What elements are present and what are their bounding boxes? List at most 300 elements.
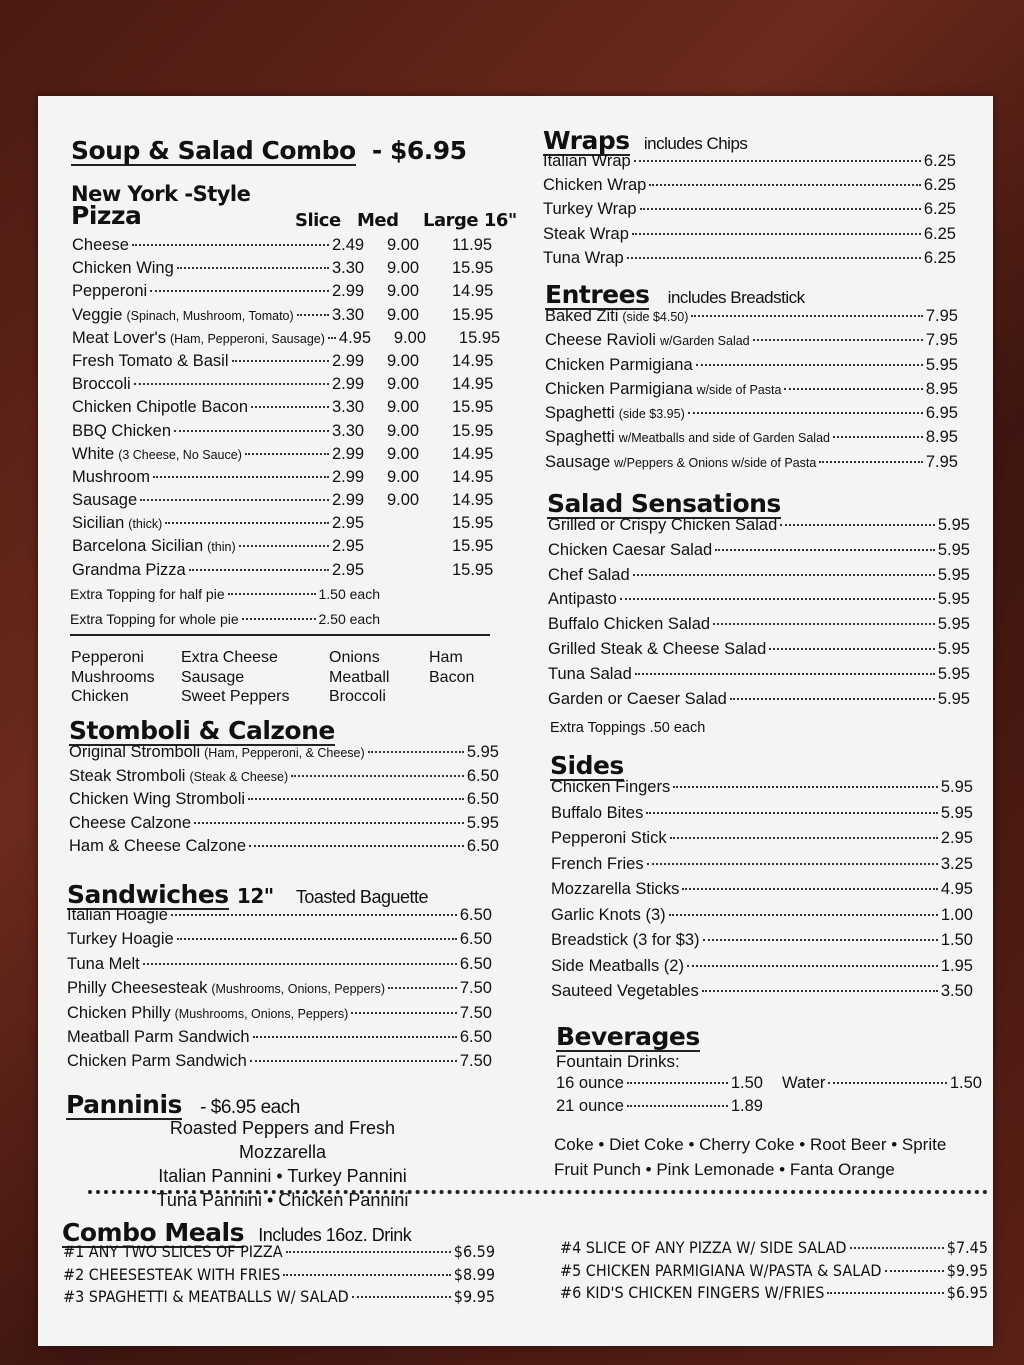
price-med: 9.00 <box>387 375 420 394</box>
wraps-subtitle: includes Chips <box>643 134 748 153</box>
panninis-title: Panninis <box>66 1090 182 1119</box>
soup-salad-combo <box>71 136 467 166</box>
price-slice: 2.95 <box>332 514 365 533</box>
pizza-white <box>72 445 497 468</box>
item-note: w/Garden Salad <box>659 334 750 349</box>
item-price: 8.95 <box>925 379 958 398</box>
panninis-lines <box>125 1116 440 1212</box>
salad-chicken-caesar-salad-1 <box>548 541 970 566</box>
leader-dots <box>251 406 329 408</box>
leader-dots <box>646 812 938 814</box>
leader-dots <box>194 822 464 824</box>
leader-dots <box>819 461 923 463</box>
leader-dots <box>627 257 921 259</box>
price-slice: 2.99 <box>332 375 365 394</box>
sandwiches-subtitle: Toasted Baguette <box>295 887 428 907</box>
item-price: 5.95 <box>937 516 970 534</box>
price-large: 15.95 <box>452 514 494 533</box>
item-note: (side $3.95) <box>618 407 685 422</box>
pizza-chicken-chipotle-bacon <box>72 398 497 421</box>
stromboli-original-stromboli-0 <box>69 743 499 767</box>
item-price: 4.95 <box>940 880 973 898</box>
entree-spaghetti-4 <box>545 404 958 428</box>
leader-dots <box>885 1270 944 1272</box>
item-note: (Steak & Cheese) <box>189 769 289 784</box>
price-large: 14.95 <box>452 351 494 370</box>
price-med: 9.00 <box>387 444 420 463</box>
item-name: Spaghetti <box>545 404 615 423</box>
leader-dots <box>703 939 938 941</box>
sandwich-list <box>67 906 492 1077</box>
item-price: 3.25 <box>940 854 973 873</box>
leader-dots <box>769 648 935 650</box>
item-name: Sauteed Vegetables <box>551 982 699 1000</box>
item-price: 6.95 <box>925 404 958 423</box>
combo-2-cheesesteak-with-fries-1 <box>63 1265 495 1288</box>
pizza-name: Barcelona Sicilian <box>72 537 204 556</box>
item-price: 6.50 <box>459 930 492 949</box>
item-price: 1.50 <box>940 931 973 949</box>
leader-dots <box>177 938 457 940</box>
pizza-name: BBQ Chicken <box>72 421 172 440</box>
beverage-16oz: 16 ounce 1.50 <box>556 1074 763 1092</box>
entrees-title: Entrees <box>545 280 650 309</box>
soup-salad-title: Soup & Salad Combo <box>71 136 356 165</box>
leader-dots <box>134 383 329 385</box>
combo-6-kid-s-chicken-fingers-w-fries-2 <box>560 1283 988 1306</box>
entree-chicken-parmigiana-3 <box>545 380 958 404</box>
entree-chicken-parmigiana-2 <box>545 356 958 380</box>
price-large: 15.95 <box>452 305 494 324</box>
item-price: $9.95 <box>453 1287 495 1306</box>
entree-baked-ziti-0 <box>545 307 958 331</box>
salads-extra: Extra Toppings .50 each <box>550 720 706 736</box>
item-price: 5.95 <box>937 565 970 584</box>
side-pepperoni-stick-2 <box>551 829 973 855</box>
leader-dots <box>165 522 329 524</box>
wrap-steak-wrap-3 <box>543 225 956 249</box>
combo-left-list <box>63 1242 495 1310</box>
leader-dots <box>850 1247 944 1249</box>
item-price: 7.50 <box>459 979 492 998</box>
leader-dots <box>297 314 329 316</box>
price-large: 11.95 <box>452 236 493 254</box>
item-price: 5.95 <box>466 743 499 761</box>
pizza-note: (thin) <box>207 540 236 555</box>
sandwich-chicken-philly-4 <box>67 1004 492 1028</box>
leader-dots <box>150 290 329 292</box>
item-price: 7.95 <box>925 452 958 471</box>
item-price: 5.95 <box>937 664 970 683</box>
price-slice: 2.95 <box>332 560 365 579</box>
sandwich-chicken-parm-sandwich-6 <box>67 1052 492 1076</box>
price-large: 14.95 <box>452 444 494 463</box>
extra-half: Extra Topping for half pie 1.50 each <box>70 586 380 602</box>
leader-dots <box>715 549 935 551</box>
leader-dots <box>632 233 921 235</box>
price-slice: 3.30 <box>332 421 365 440</box>
price-slice: 3.30 <box>332 398 365 417</box>
item-name: Italian Hoagie <box>67 906 168 924</box>
leader-dots <box>388 987 457 989</box>
price-med: 9.00 <box>387 398 420 417</box>
pizza-pepperoni <box>72 282 497 305</box>
sandwich-italian-hoagie-0 <box>67 906 492 930</box>
item-name: Buffalo Chicken Salad <box>548 615 711 634</box>
item-price: 5.95 <box>937 615 970 634</box>
item-name: Baked Ziti <box>545 307 619 325</box>
item-price: 6.50 <box>466 837 499 856</box>
price-med: 9.00 <box>387 282 420 301</box>
leader-dots <box>140 499 329 501</box>
item-name: Italian Wrap <box>543 152 631 170</box>
salad-grilled-or-crispy-chicken-salad-0 <box>548 516 970 541</box>
salad-garden-or-caeser-salad-7 <box>548 690 970 715</box>
pizza-note: (Ham, Pepperoni, Sausage) <box>169 331 325 346</box>
side-mozzarella-sticks-4 <box>551 880 973 906</box>
pizza-name: Sicilian <box>72 514 125 533</box>
leader-dots <box>673 786 938 788</box>
wrap-tuna-wrap-4 <box>543 249 956 273</box>
sides-title: Sides <box>550 751 624 780</box>
leader-dots <box>688 412 923 414</box>
topping-broccoli: Broccoli <box>329 688 386 705</box>
item-name: #4 SLICE OF ANY PIZZA W/ SIDE SALAD <box>560 1238 847 1257</box>
sandwiches-size: 12" <box>236 884 274 908</box>
combo-title: Combo Meals <box>62 1218 244 1247</box>
item-price: $6.59 <box>453 1242 495 1261</box>
entree-spaghetti-5 <box>545 428 958 452</box>
pizza-name: Meat Lover's <box>72 328 166 347</box>
stromboli-title: Stomboli & Calzone <box>69 716 335 745</box>
item-price: 7.50 <box>459 1003 492 1022</box>
beverage-sizes <box>556 1074 763 1120</box>
pizza-list <box>72 236 501 584</box>
item-note: (side $4.50) <box>622 310 689 324</box>
side-breadstick-3-for-3-6 <box>551 931 973 957</box>
price-med: 9.00 <box>393 328 427 347</box>
flavors-line-2: Fruit Punch • Pink Lemonade • Fanta Orange <box>554 1160 895 1179</box>
topping-meatball: Meatball <box>329 668 390 686</box>
leader-dots <box>328 337 336 339</box>
sandwich-turkey-hoagie-1 <box>67 930 492 954</box>
item-price: 1.00 <box>940 905 973 924</box>
price-slice: 2.49 <box>332 236 365 254</box>
combo-subtitle: Includes 16oz. Drink <box>258 1225 412 1245</box>
toppings-divider <box>70 634 490 636</box>
item-price: $9.95 <box>946 1260 988 1280</box>
item-name: Mozzarella Sticks <box>551 880 680 898</box>
side-french-fries-3 <box>551 855 973 881</box>
item-name: #3 SPAGHETTI & MEATBALLS W/ SALAD <box>63 1287 349 1306</box>
salad-buffalo-chicken-salad-4 <box>548 615 970 640</box>
item-note: (Mushrooms, Onions, Peppers) <box>211 982 386 997</box>
wraps-list <box>543 152 956 273</box>
item-name: Cheese Ravioli <box>545 331 656 350</box>
pizza-name: Chicken Chipotle Bacon <box>72 398 249 417</box>
price-slice: 2.99 <box>332 467 365 486</box>
combo-divider <box>88 1190 988 1194</box>
topping-extra-cheese: Extra Cheese <box>181 649 278 666</box>
price-slice: 3.30 <box>332 305 365 324</box>
pizza-cheese <box>72 236 497 259</box>
side-garlic-knots-3-5 <box>551 906 973 932</box>
pizza-name: Grandma Pizza <box>72 560 186 579</box>
sides-list <box>551 778 973 1008</box>
topping-pepperoni: Pepperoni <box>71 649 144 666</box>
leader-dots <box>174 430 329 432</box>
pizza-mushroom <box>72 468 497 491</box>
leader-dots <box>352 1296 451 1298</box>
pizza-column-headers <box>295 210 517 231</box>
col-slice: Slice <box>295 210 341 231</box>
item-price: 2.95 <box>940 829 973 847</box>
menu-page <box>38 96 993 1346</box>
toppings-column-3 <box>429 648 489 707</box>
leader-dots <box>249 845 464 847</box>
pizza-title-line1: New York -Style <box>71 182 251 206</box>
leader-dots <box>753 339 923 341</box>
item-note: w/Peppers & Onions w/side of Pasta <box>614 455 817 470</box>
side-side-meatballs-2-7 <box>551 957 973 983</box>
item-price: 6.25 <box>923 200 956 219</box>
item-price: 6.50 <box>459 906 492 924</box>
item-price: 5.95 <box>937 639 970 658</box>
item-price: 6.25 <box>923 176 956 195</box>
sandwich-meatball-parm-sandwich-5 <box>67 1028 492 1052</box>
topping-sweet-peppers: Sweet Peppers <box>181 688 290 705</box>
pizza-bbq-chicken <box>72 422 497 445</box>
pizza-name: Chicken Wing <box>72 259 174 278</box>
pizza-name: Broccoli <box>72 375 131 394</box>
item-name: Garlic Knots (3) <box>551 905 666 924</box>
topping-chicken: Chicken <box>71 688 129 705</box>
sandwich-tuna-melt-2 <box>67 955 492 979</box>
price-med: 9.00 <box>387 491 420 510</box>
item-name: #5 CHICKEN PARMIGIANA W/PASTA & SALAD <box>560 1260 882 1280</box>
topping-ham: Ham <box>429 649 463 666</box>
pizza-note: (Spinach, Mushroom, Tomato) <box>126 308 294 323</box>
topping-sausage: Sausage <box>181 668 245 686</box>
pizza-note: (3 Cheese, No Sauce) <box>118 447 242 462</box>
entrees-subtitle: includes Breadstick <box>667 288 805 307</box>
stromboli-cheese-calzone-3 <box>69 814 499 838</box>
price-large: 15.95 <box>452 560 494 579</box>
leader-dots <box>634 160 921 162</box>
leader-dots <box>633 574 935 576</box>
item-price: 5.95 <box>925 355 958 374</box>
item-name: #6 KID'S CHICKEN FINGERS W/FRIES <box>560 1283 825 1302</box>
item-price: 6.50 <box>459 954 492 973</box>
price-med: 9.00 <box>387 421 420 440</box>
pizza-barcelona-sicilian <box>72 537 497 560</box>
item-name: #2 CHEESESTEAK WITH FRIES <box>63 1264 281 1284</box>
item-price: 6.25 <box>923 224 956 243</box>
combo-4-slice-of-any-pizza-w-side-salad-0 <box>560 1238 988 1261</box>
item-price: 5.95 <box>940 803 973 822</box>
leader-dots <box>189 569 329 571</box>
salad-grilled-steak-cheese-salad-5 <box>548 640 970 665</box>
pizza-name: White <box>72 444 115 463</box>
stromboli-ham-cheese-calzone-4 <box>69 837 499 861</box>
pizza-note: (thick) <box>128 517 163 532</box>
leader-dots <box>730 698 935 700</box>
salads-title: Salad Sensations <box>547 489 781 518</box>
pizza-fresh-tomato-basil <box>72 352 497 375</box>
item-price: 3.50 <box>940 982 973 1000</box>
price-large: 14.95 <box>452 282 494 301</box>
item-name: Spaghetti <box>545 428 615 447</box>
wraps-title: Wraps <box>543 126 630 155</box>
item-name: Sausage <box>545 452 611 471</box>
combo-1-any-two-slices-of-pizza-0 <box>63 1242 495 1265</box>
sandwiches-title: Sandwiches <box>67 880 229 909</box>
leader-dots <box>687 965 938 967</box>
item-note: (Mushrooms, Onions, Peppers) <box>174 1006 349 1021</box>
price-slice: 2.99 <box>332 351 365 370</box>
item-name: Turkey Hoagie <box>67 930 174 949</box>
price-slice: 2.99 <box>332 282 365 301</box>
item-name: Chef Salad <box>548 565 630 584</box>
leader-dots <box>291 775 464 777</box>
topping-mushrooms: Mushrooms <box>71 668 155 686</box>
item-name: Chicken Parmigiana <box>545 355 693 374</box>
item-name: Chicken Caesar Salad <box>548 540 713 559</box>
wrap-italian-wrap-0 <box>543 152 956 176</box>
item-name: Chicken Fingers <box>551 778 671 796</box>
price-med: 9.00 <box>387 236 420 254</box>
price-slice: 3.30 <box>332 259 365 278</box>
item-note: w/side of Pasta <box>696 382 782 397</box>
item-name: Buffalo Bites <box>551 803 644 822</box>
item-price: 1.95 <box>940 956 973 975</box>
leader-dots <box>833 436 923 438</box>
topping-onions: Onions <box>329 649 380 666</box>
panninis-price: - $6.95 each <box>200 1097 300 1118</box>
item-price: 7.95 <box>925 307 958 325</box>
item-name: Chicken Parm Sandwich <box>67 1052 247 1071</box>
item-name: Original Stromboli <box>69 743 201 761</box>
leader-dots <box>784 388 922 390</box>
beverage-flavors <box>554 1132 946 1182</box>
item-price: 5.95 <box>937 540 970 559</box>
stromboli-chicken-wing-stromboli-2 <box>69 790 499 814</box>
leader-dots <box>669 914 938 916</box>
pizza-sicilian <box>72 514 497 537</box>
pannini-line-2: Italian Pannini • Turkey Pannini <box>158 1166 407 1186</box>
salads-list <box>548 516 970 714</box>
beverages-title: Beverages <box>556 1022 700 1051</box>
combo-right-list <box>560 1238 988 1306</box>
leader-dots <box>368 751 464 753</box>
leader-dots <box>691 315 922 317</box>
item-name: Pepperoni Stick <box>551 829 667 847</box>
price-large: 14.95 <box>452 491 494 510</box>
wrap-turkey-wrap-2 <box>543 200 956 224</box>
leader-dots <box>232 360 329 362</box>
leader-dots <box>245 453 329 455</box>
side-chicken-fingers-0 <box>551 778 973 804</box>
leader-dots <box>713 623 935 625</box>
item-price: 7.95 <box>925 331 958 350</box>
item-note: (Ham, Pepperoni, & Cheese) <box>204 746 365 760</box>
stromboli-steak-stromboli-1 <box>69 767 499 791</box>
item-name: French Fries <box>551 854 644 873</box>
item-name: Chicken Wing Stromboli <box>69 790 246 809</box>
item-name: Steak Stromboli <box>69 766 186 785</box>
leader-dots <box>253 1036 457 1038</box>
item-name: Chicken Philly <box>67 1003 171 1022</box>
salad-antipasto-3 <box>548 590 970 615</box>
price-slice: 4.95 <box>338 328 372 347</box>
pizza-grandma-pizza <box>72 561 497 584</box>
price-med: 9.00 <box>387 467 420 486</box>
price-large: 15.95 <box>458 328 501 347</box>
pannini-line-1: Roasted Peppers and Fresh Mozzarella <box>169 1118 396 1162</box>
pizza-name: Veggie <box>72 305 123 324</box>
leader-dots <box>620 598 935 600</box>
pizza-broccoli <box>72 375 497 398</box>
toppings-column-1 <box>181 648 329 707</box>
extra-whole: Extra Topping for whole pie 2.50 each <box>70 611 380 628</box>
beverage-water: Water 1.50 <box>782 1074 982 1092</box>
leader-dots <box>780 524 935 526</box>
item-name: #1 ANY TWO SLICES OF PIZZA <box>63 1242 283 1261</box>
toppings-column-0 <box>71 648 181 707</box>
leader-dots <box>635 673 935 675</box>
leader-dots <box>283 1274 450 1276</box>
item-price: $8.99 <box>453 1264 495 1284</box>
leader-dots <box>177 267 329 269</box>
item-name: Tuna Melt <box>67 954 140 973</box>
pannini-line-3: Tuna Pannini • Chicken Pannini <box>156 1190 409 1210</box>
price-med: 9.00 <box>387 259 420 278</box>
salad-tuna-salad-6 <box>548 665 970 690</box>
item-name: Chicken Parmigiana <box>545 379 693 398</box>
item-name: Ham & Cheese Calzone <box>69 837 247 856</box>
beverage-21oz: 21 ounce 1.89 <box>556 1097 763 1116</box>
leader-dots <box>640 208 921 210</box>
pizza-veggie <box>72 306 497 329</box>
price-slice: 2.95 <box>332 537 365 556</box>
pizza-chicken-wing <box>72 259 497 282</box>
leader-dots <box>286 1251 451 1253</box>
item-name: Chicken Wrap <box>543 176 647 195</box>
item-price: 6.25 <box>923 152 956 170</box>
price-large: 15.95 <box>452 537 494 556</box>
leader-dots <box>649 184 921 186</box>
leader-dots <box>682 888 938 890</box>
toppings-column-2 <box>329 648 429 707</box>
item-price: 6.50 <box>466 766 499 785</box>
item-price: 6.50 <box>459 1027 492 1046</box>
pizza-name: Cheese <box>72 236 129 254</box>
pizza-name: Fresh Tomato & Basil <box>72 351 229 370</box>
entrees-header <box>545 280 805 310</box>
col-large: Large 16" <box>423 210 517 231</box>
price-large: 15.95 <box>452 398 494 417</box>
item-name: Tuna Salad <box>548 664 632 683</box>
item-name: Antipasto <box>548 590 617 609</box>
price-slice: 2.99 <box>332 491 365 510</box>
sandwich-philly-cheesesteak-3 <box>67 979 492 1003</box>
stromboli-list <box>69 743 499 861</box>
item-price: 5.95 <box>937 689 970 708</box>
leader-dots <box>696 364 923 366</box>
leader-dots <box>239 545 329 547</box>
item-price: 5.95 <box>940 778 973 796</box>
price-slice: 2.99 <box>332 444 365 463</box>
